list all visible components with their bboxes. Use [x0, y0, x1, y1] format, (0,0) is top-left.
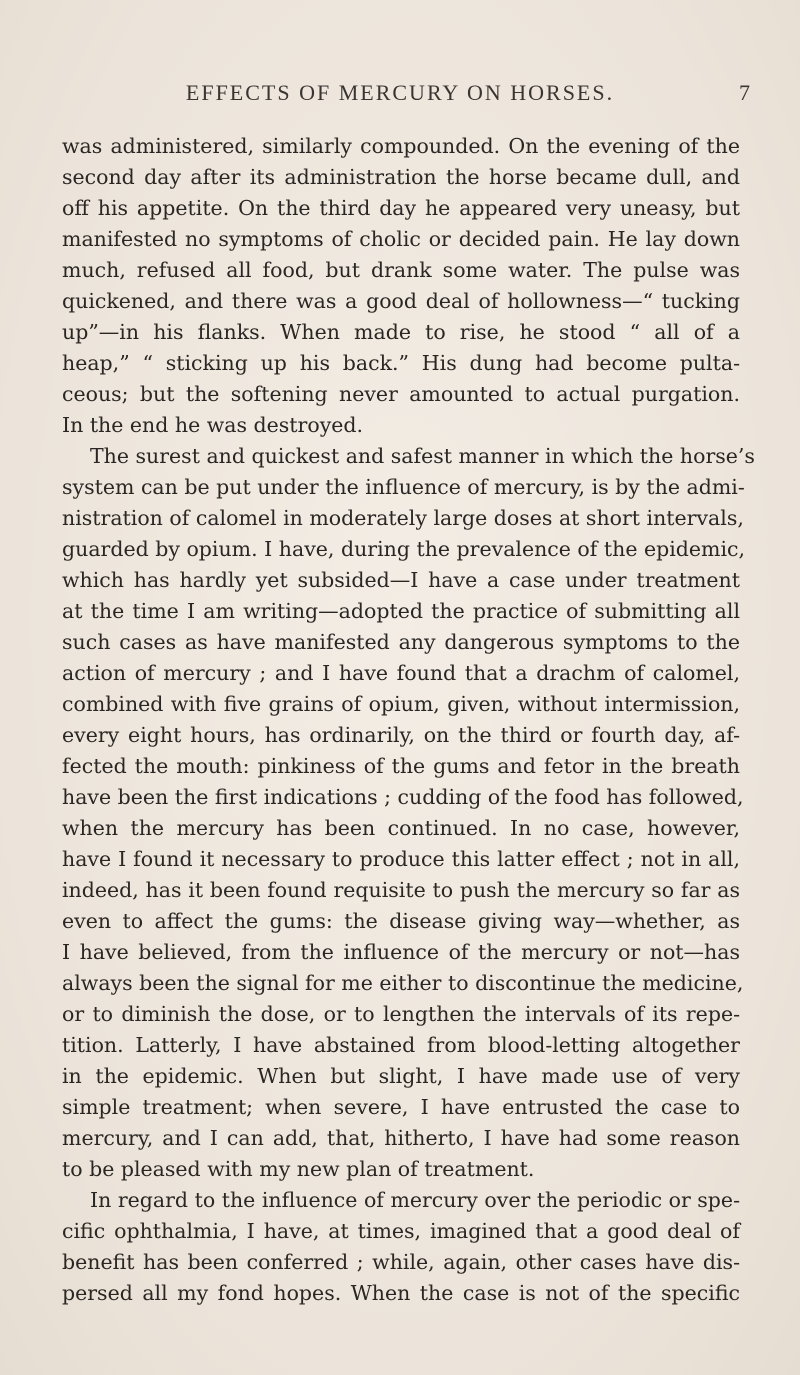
text-line: quickened, and there was a good deal of hollowness—“ tucking	[62, 289, 740, 313]
text-line: to be pleased with my new plan of treatment.	[62, 1157, 535, 1181]
text-line: guarded by opium. I have, during the prevalence of the epidemic,	[62, 537, 746, 561]
text-line: manifested no symptoms of cholic or decided pain. He lay down	[62, 227, 740, 251]
text-line: off his appetite. On the third day he appeared very uneasy, but	[62, 196, 740, 220]
text-line: heap,” “ sticking up his back.” His dung had become pulta-	[62, 351, 740, 375]
text-line: even to affect the gums: the disease giving way—whether, as	[62, 909, 740, 933]
text-line: always been the signal for me either to discontinue the medicine,	[62, 971, 744, 995]
text-line: was administered, similarly compounded. On the evening of the	[62, 134, 740, 158]
running-title: EFFECTS OF MERCURY ON HORSES.	[185, 80, 615, 105]
text-line: ceous; but the softening never amounted to actual purgation.	[62, 382, 740, 406]
page-number: 7	[739, 80, 750, 105]
text-line: cific ophthalmia, I have, at times, imagined that a good deal of	[62, 1219, 740, 1243]
text-line: benefit has been conferred ; while, again, other cases have dis-	[62, 1250, 740, 1274]
text-line: mercury, and I can add, that, hitherto, I have had some reason	[62, 1126, 740, 1150]
text-line: system can be put under the influence of mercury, is by the admi-	[62, 475, 745, 499]
text-line: The surest and quickest and safest manner in which the horse’s	[90, 444, 755, 468]
text-line: or to diminish the dose, or to lengthen the intervals of its repe-	[62, 1002, 740, 1026]
text-line: have been the first indications ; cudding of the food has followed,	[62, 785, 744, 809]
text-line: persed all my fond hopes. When the case is not of the specific	[62, 1281, 740, 1305]
paragraph	[62, 131, 740, 441]
text-line: combined with five grains of opium, given, without intermission,	[62, 692, 740, 716]
text-line: much, refused all food, but drank some water. The pulse was	[62, 258, 740, 282]
text-line: simple treatment; when severe, I have entrusted the case to	[62, 1095, 740, 1119]
text-line: In the end he was destroyed.	[62, 413, 364, 437]
text-line: up”—in his flanks. When made to rise, he stood “ all of a	[62, 320, 740, 344]
text-line: such cases as have manifested any dangerous symptoms to the	[62, 630, 740, 654]
running-head	[0, 80, 800, 110]
text-line: in the epidemic. When but slight, I have made use of very	[62, 1064, 740, 1088]
text-line: indeed, has it been found requisite to push the mercury so far as	[62, 878, 740, 902]
text-line: fected the mouth: pinkiness of the gums and fetor in the breath	[62, 754, 740, 778]
text-line: which has hardly yet subsided—I have a case under treatment	[62, 568, 740, 592]
paragraph	[62, 1185, 740, 1309]
text-line: have I found it necessary to produce this latter effect ; not in all,	[62, 847, 740, 871]
text-line: when the mercury has been continued. In no case, however,	[62, 816, 740, 840]
text-line: at the time I am writing—adopted the practice of submitting all	[62, 599, 740, 623]
text-line: I have believed, from the influence of the mercury or not—has	[62, 940, 740, 964]
body-text	[62, 131, 755, 1309]
paragraph	[62, 441, 755, 1185]
text-line: In regard to the influence of mercury over the periodic or spe-	[90, 1188, 740, 1212]
text-line: tition. Latterly, I have abstained from blood-letting altogether	[62, 1033, 740, 1057]
text-line: action of mercury ; and I have found that a drachm of calomel,	[62, 661, 740, 685]
text-line: every eight hours, has ordinarily, on the third or fourth day, af-	[62, 723, 740, 747]
text-line: nistration of calomel in moderately large doses at short intervals,	[62, 506, 744, 530]
text-line: second day after its administration the horse became dull, and	[62, 165, 740, 189]
